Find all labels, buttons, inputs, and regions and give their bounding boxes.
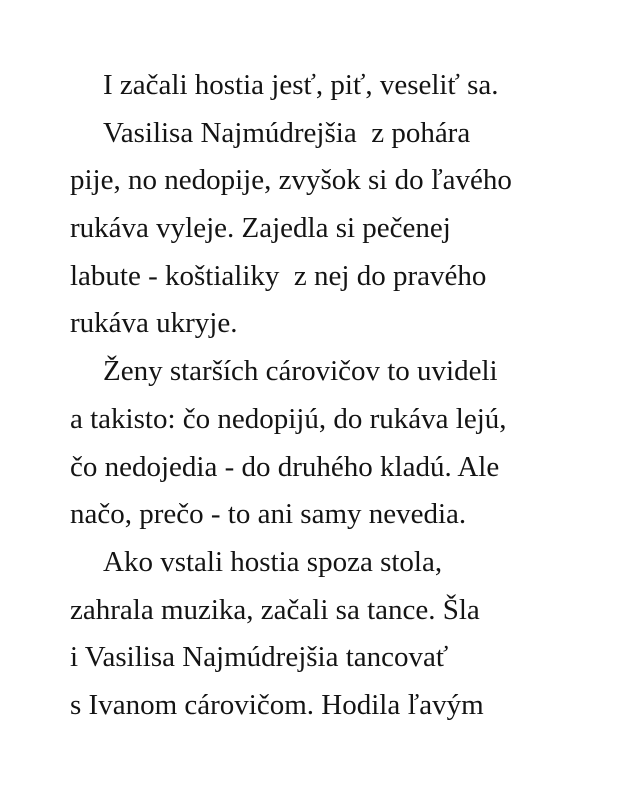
text-line: Ženy starších cárovičov to uvideli xyxy=(103,355,498,388)
text-line: zahrala muzika, začali sa tance. Šla xyxy=(70,593,480,626)
text-line: labute - koštialiky z nej do pravého xyxy=(70,259,487,292)
text-line: Ako vstali hostia spoza stola, xyxy=(103,545,443,578)
text-line: rukáva ukryje. xyxy=(70,307,238,340)
text-line: čo nedojedia - do druhého kladú. Ale xyxy=(70,450,500,483)
text-line: a takisto: čo nedopijú, do rukáva lejú, xyxy=(70,402,507,435)
text-line: i Vasilisa Najmúdrejšia tancovať xyxy=(70,641,449,674)
text-line: Vasilisa Najmúdrejšia z pohára xyxy=(103,116,471,149)
text-line: načo, prečo - to ani samy nevedia. xyxy=(70,498,467,531)
text-line: I začali hostia jesť, piť, veseliť sa. xyxy=(103,69,499,101)
story-text xyxy=(70,62,590,730)
text-line: s Ivanom cárovičom. Hodila ľavým xyxy=(70,688,484,721)
text-line: rukáva vyleje. Zajedla si pečenej xyxy=(70,212,451,245)
text-line: pije, no nedopije, zvyšok si do ľavého xyxy=(70,164,512,197)
